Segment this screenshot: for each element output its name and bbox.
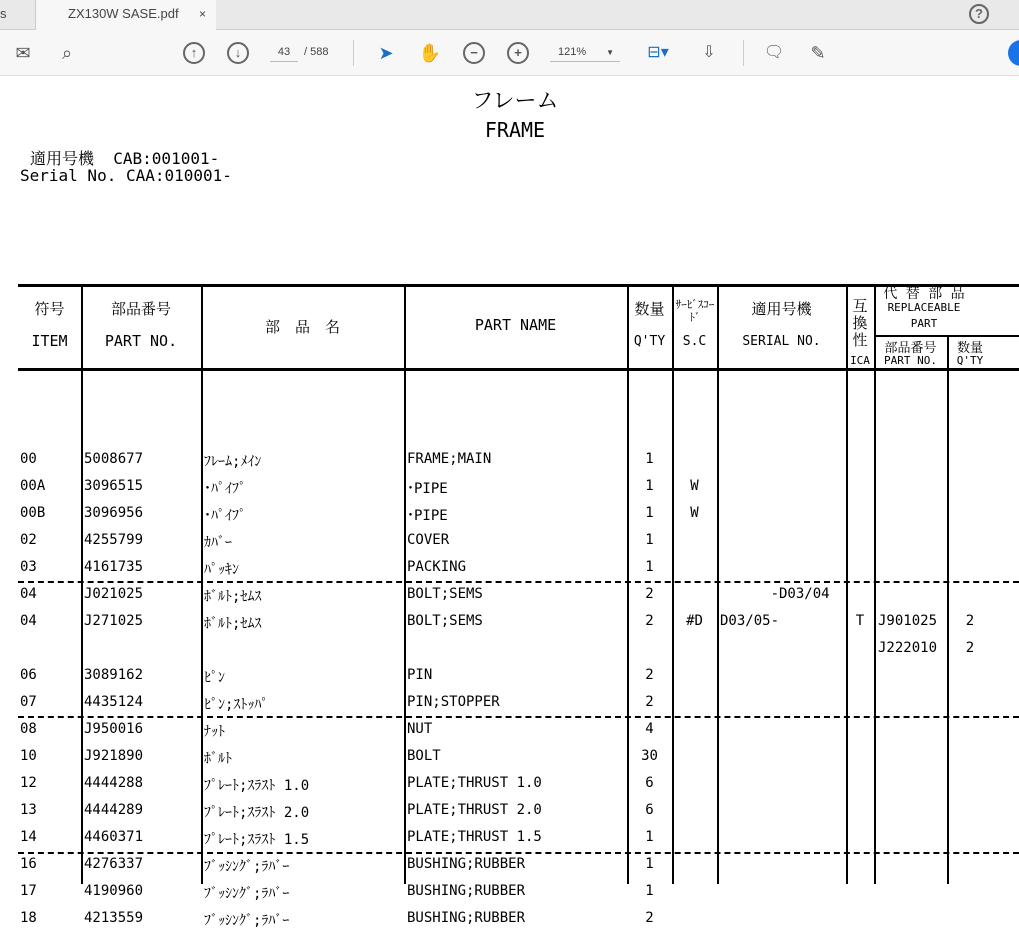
header-sc-jp: ｻｰﾋﾞｽｺｰﾄﾞ — [675, 298, 715, 324]
zoom-select[interactable] — [550, 46, 620, 62]
header-partno-en: PART NO. — [104, 332, 178, 350]
cell-item: 00B — [20, 505, 46, 521]
cell-jp: ﾅｯﾄ — [204, 724, 225, 740]
cell-qty: 6 — [645, 775, 654, 791]
cell-jp: ﾊﾟｯｷﾝ — [204, 562, 239, 578]
header-partno-jp: 部品番号 — [110, 300, 171, 318]
cell-en: BOLT — [407, 748, 441, 764]
cell-item: 04 — [20, 586, 37, 602]
cell-jp: ﾋﾟﾝ;ｽﾄｯﾊﾟ — [204, 697, 269, 713]
cell-serial: -D03/04 — [720, 586, 830, 602]
cell-part: J921890 — [84, 748, 144, 764]
header-serial-en: SERIAL NO. — [742, 334, 821, 349]
cell-qty: 2 — [645, 586, 654, 602]
cell-en: ･PIPE — [407, 508, 448, 524]
cell-rpart: J222010 — [878, 640, 938, 656]
tab-bar — [0, 0, 1019, 30]
table-row — [18, 856, 1019, 883]
cell-part: 4276337 — [84, 856, 144, 872]
cell-serial: D03/05- — [720, 613, 780, 629]
cell-part: 5008677 — [84, 451, 144, 467]
cell-part: 4444289 — [84, 802, 144, 818]
header-ica-jp: 互換性 — [852, 297, 868, 349]
cell-item: 18 — [20, 910, 37, 926]
header-ica-en: ICA — [850, 354, 870, 367]
cell-qty: 1 — [645, 478, 654, 494]
table-row — [18, 883, 1019, 910]
divider — [353, 40, 354, 66]
cell-part: 4435124 — [84, 694, 144, 710]
table-row — [18, 694, 1019, 721]
cell-jp: ﾌﾟﾚｰﾄ;ｽﾗｽﾄ 2.0 — [204, 805, 310, 821]
cell-part: 3089162 — [84, 667, 144, 683]
cell-item: 00 — [20, 451, 37, 467]
zoom-value: 121% — [558, 46, 587, 58]
cell-item: 08 — [20, 721, 37, 737]
header-serial-jp: 適用号機 — [751, 300, 812, 318]
header-sc-en: S.C — [682, 334, 707, 349]
fit-page-icon[interactable]: ⊟▾ — [647, 44, 669, 61]
cell-jp: ﾎﾞﾙﾄ;ｾﾑｽ — [204, 589, 262, 605]
header-name-jp: 部 品 名 — [264, 318, 340, 336]
header-repl-partno-en: PART NO. — [884, 354, 937, 367]
tab-label: s — [0, 6, 7, 21]
header-item-jp: 符号 — [34, 300, 65, 318]
cell-rpart: J901025 — [878, 613, 938, 629]
table-row — [18, 748, 1019, 775]
cell-jp: ﾌﾟﾚｰﾄ;ｽﾗｽﾄ 1.0 — [204, 778, 310, 794]
title-jp: フレーム — [471, 89, 559, 114]
cell-item: 16 — [20, 856, 37, 872]
cell-part: J950016 — [84, 721, 144, 737]
cell-item: 04 — [20, 613, 37, 629]
pdf-page — [0, 76, 1019, 929]
cell-part: 4255799 — [84, 532, 144, 548]
help-icon[interactable]: ? — [969, 4, 989, 24]
cell-part: 4161735 — [84, 559, 144, 575]
cell-en: PIN — [407, 667, 433, 683]
cell-jp: ﾌﾞｯｼﾝｸﾞ;ﾗﾊﾞｰ — [204, 886, 290, 902]
cell-part: 3096956 — [84, 505, 144, 521]
email-icon[interactable]: ✉ — [15, 43, 31, 63]
pen-icon[interactable]: ✎ — [810, 43, 826, 63]
cell-part: 3096515 — [84, 478, 144, 494]
header-repl-partno-jp: 部品番号 — [884, 341, 937, 356]
cell-qty: 1 — [645, 559, 654, 575]
table-row — [18, 667, 1019, 694]
cell-rqty: 2 — [965, 640, 975, 656]
scroll-mode-icon[interactable]: ⇩ — [702, 44, 716, 61]
prev-page-icon[interactable]: ↑ — [183, 42, 205, 64]
next-page-icon[interactable]: ↓ — [227, 42, 249, 64]
table-row — [18, 478, 1019, 505]
cell-part: 4213559 — [84, 910, 144, 926]
cell-item: 10 — [20, 748, 37, 764]
cell-en: PLATE;THRUST 1.5 — [407, 829, 542, 845]
cell-jp: ﾌﾟﾚｰﾄ;ｽﾗｽﾄ 1.5 — [204, 832, 310, 848]
chevron-down-icon: ▼ — [606, 48, 614, 57]
cell-item: 06 — [20, 667, 37, 683]
cell-rqty: 2 — [965, 613, 975, 629]
table-row — [18, 559, 1019, 586]
header-name-en: PART NAME — [474, 316, 557, 334]
cell-qty: 1 — [645, 829, 654, 845]
page-total: / 588 — [304, 46, 329, 58]
cell-qty: 1 — [645, 883, 654, 899]
header-repl-en: REPLACEABLE PART — [887, 301, 961, 330]
cell-qty: 2 — [645, 694, 654, 710]
cell-part: J271025 — [84, 613, 144, 629]
cell-item: 02 — [20, 532, 37, 548]
header-repl-qty-en: Q'TY — [956, 354, 984, 367]
cell-en: NUT — [407, 721, 433, 737]
cell-jp: ｶﾊﾞｰ — [204, 535, 232, 551]
header-repl-qty-jp: 数量 — [956, 341, 983, 356]
cell-jp: ﾌﾞｯｼﾝｸﾞ;ﾗﾊﾞｰ — [204, 859, 290, 875]
tab-previous[interactable] — [0, 0, 36, 30]
cell-jp: ﾎﾞﾙﾄ;ｾﾑｽ — [204, 616, 262, 632]
tab-label: ZX130W SASE.pdf — [68, 6, 179, 21]
table-row — [18, 721, 1019, 748]
select-cursor-icon[interactable]: ➤ — [378, 43, 394, 63]
cell-item: 03 — [20, 559, 37, 575]
cell-qty: 2 — [645, 910, 654, 926]
cell-sc: W — [690, 478, 699, 494]
table-row — [18, 640, 1019, 667]
cell-item: 00A — [20, 478, 46, 494]
cell-qty: 4 — [645, 721, 654, 737]
cell-sc: #D — [686, 613, 703, 629]
cell-en: PLATE;THRUST 1.0 — [407, 775, 542, 791]
table-row — [18, 451, 1019, 478]
table-row — [18, 613, 1019, 640]
table-row — [18, 910, 1019, 937]
search-icon[interactable]: ⌕ — [61, 43, 73, 63]
serial-info — [20, 150, 232, 184]
zoom-out-icon[interactable]: − — [463, 42, 485, 64]
cell-en: PIN;STOPPER — [407, 694, 500, 710]
header-qty-en: Q'TY — [633, 334, 666, 349]
cell-sc: W — [690, 505, 699, 521]
cell-qty: 2 — [645, 613, 654, 629]
cell-en: BUSHING;RUBBER — [407, 856, 526, 872]
cell-part: 4190960 — [84, 883, 144, 899]
page-number-input[interactable]: 43 — [270, 46, 298, 62]
cell-en: ･PIPE — [407, 481, 448, 497]
title-en: FRAME — [484, 118, 546, 142]
cell-qty: 1 — [645, 451, 654, 467]
cell-qty: 1 — [645, 856, 654, 872]
cell-item: 13 — [20, 802, 37, 818]
cell-jp: ﾌﾞｯｼﾝｸﾞ;ﾗﾊﾞｰ — [204, 913, 290, 929]
cell-jp: ﾎﾞﾙﾄ — [204, 751, 232, 767]
header-repl-jp: 代 替 部 品 — [883, 286, 965, 302]
cell-qty: 6 — [645, 802, 654, 818]
cell-ica: T — [855, 613, 865, 629]
cell-qty: 1 — [645, 505, 654, 521]
cell-en: COVER — [407, 532, 450, 548]
serial-line: 適用号機 CAB:001001- — [30, 149, 220, 168]
cell-item: 14 — [20, 829, 37, 845]
serial-line: Serial No. CAA:010001- — [20, 166, 232, 185]
cell-en: BOLT;SEMS — [407, 586, 483, 602]
cell-en: BOLT;SEMS — [407, 613, 483, 629]
table-row — [18, 802, 1019, 829]
cell-item: 07 — [20, 694, 37, 710]
divider — [743, 40, 744, 66]
cell-en: FRAME;MAIN — [407, 451, 492, 467]
cell-en: BUSHING;RUBBER — [407, 910, 526, 926]
toolbar — [0, 30, 1019, 76]
cell-qty: 1 — [645, 532, 654, 548]
parts-table — [18, 284, 1019, 929]
header-item-en: ITEM — [31, 332, 68, 350]
cell-qty: 2 — [645, 667, 654, 683]
header-qty-jp: 数量 — [634, 300, 665, 318]
table-row — [18, 586, 1019, 613]
comment-icon[interactable]: 🗨 — [763, 44, 785, 61]
close-tab-icon[interactable]: × — [198, 7, 206, 21]
tab-document[interactable] — [36, 0, 216, 31]
table-row — [18, 775, 1019, 802]
cell-part: 4444288 — [84, 775, 144, 791]
zoom-in-icon[interactable]: + — [507, 42, 529, 64]
cell-jp: ﾋﾟﾝ — [204, 670, 225, 686]
cell-en: BUSHING;RUBBER — [407, 883, 526, 899]
cell-jp: ･ﾊﾟｲﾌﾟ — [204, 508, 246, 524]
table-row — [18, 829, 1019, 856]
cell-jp: ﾌﾚｰﾑ;ﾒｲﾝ — [204, 454, 262, 470]
cell-part: J021025 — [84, 586, 144, 602]
cell-part: 4460371 — [84, 829, 144, 845]
cell-item: 12 — [20, 775, 37, 791]
account-avatar[interactable] — [1008, 40, 1019, 66]
cell-jp: ･ﾊﾟｲﾌﾟ — [204, 481, 246, 497]
cell-qty: 30 — [641, 748, 658, 764]
cell-item: 17 — [20, 883, 37, 899]
hand-tool-icon[interactable]: ✋ — [418, 43, 442, 63]
cell-en: PLATE;THRUST 2.0 — [407, 802, 542, 818]
table-row — [18, 505, 1019, 532]
cell-en: PACKING — [407, 559, 467, 575]
table-row — [18, 532, 1019, 559]
